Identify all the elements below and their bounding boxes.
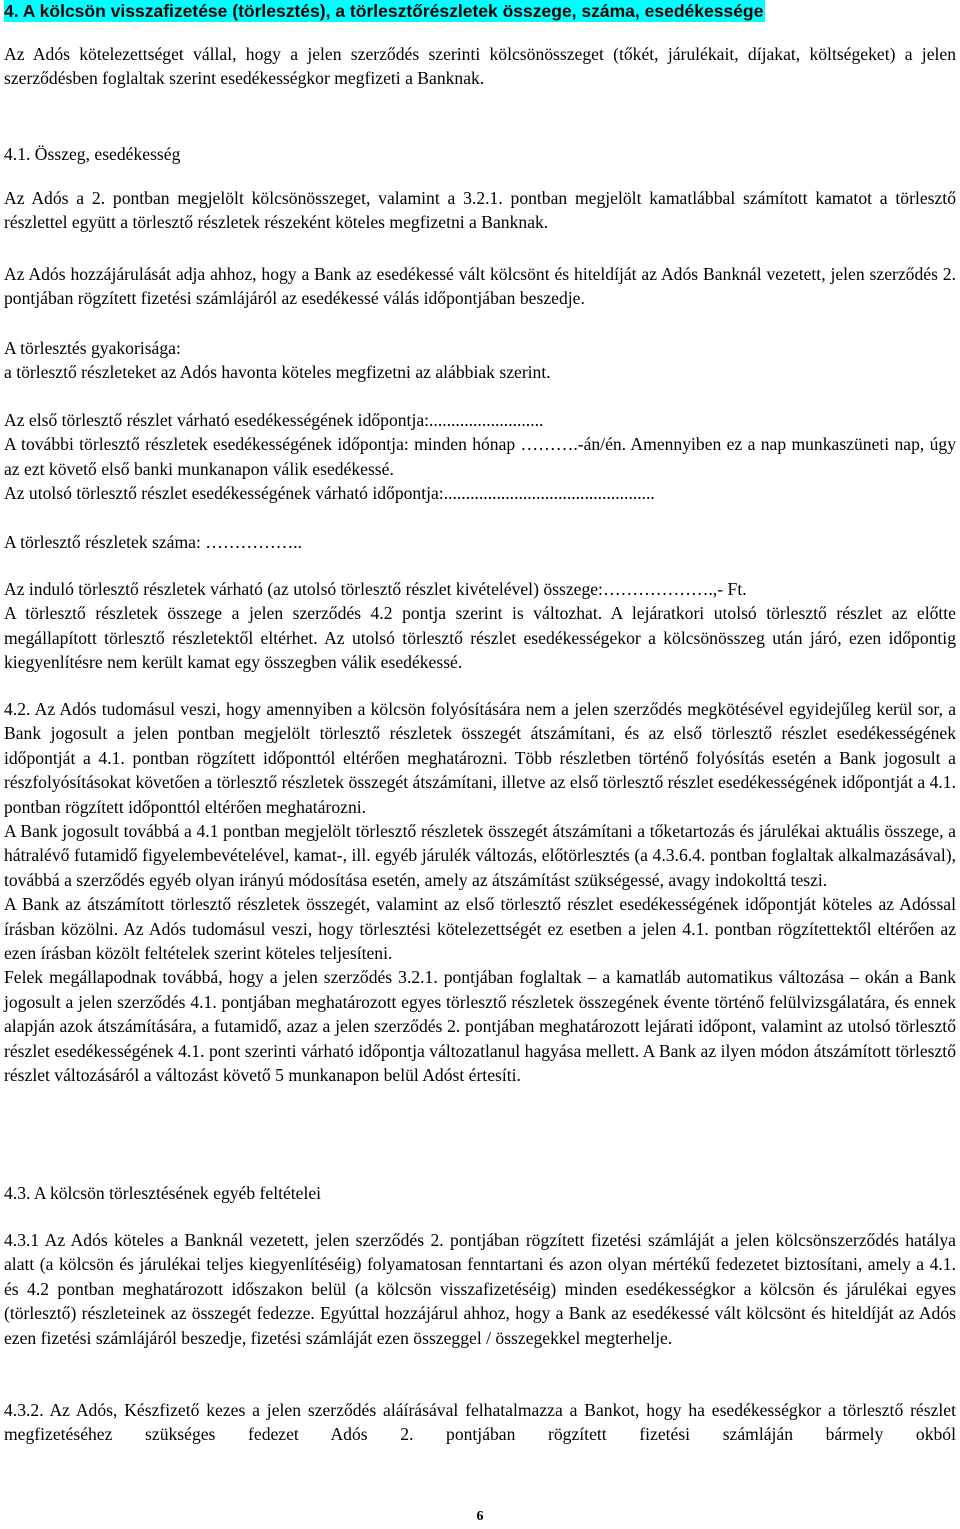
- s43-heading: 4.3. A kölcsön törlesztésének egyéb feltételei: [4, 1183, 322, 1203]
- count-block: [4, 530, 956, 554]
- first-due-label: Az első törlesztő részlet várható esedékességének időpontja:: [4, 410, 430, 430]
- s431-paragraph: 4.3.1 Az Adós köteles a Banknál vezetett, jelen szerződés 2. pontjában rögzített fizetési számláját a jelen kölcsönszerződés hatálya alatt (a kölcsön és járulékai teljes kiegyenlítéséig) folyamatosan fenntartani és azon olyan mértékű fedezetet biztosítani, amely a 4.1. és 4.2 pontban meghatározott időszakon belül (a kölcsön visszafizetéséig) minden esedékességkor a kölcsön és járulékai egyes (törlesztő) részleteinek az összegét fedezze. Egyúttal hozzájárul ahhoz, hogy a Bank az esedékessé vált kölcsönt és hiteldíját az Adós ezen fizetési számlájáról beszedje, fizetési számláját ezen összeggel / összegekkel megterhelje.: [4, 1230, 956, 1348]
- initial-amount-blank: ……………….: [602, 579, 713, 599]
- intro-paragraph-block: [4, 42, 956, 91]
- s432-block: [4, 1398, 956, 1447]
- s42-paragraph-3: A Bank az átszámított törlesztő részletek összegét, valamint az első törlesztő részlet esedékességének időpontját köteles az Adóssal írásban közölni. Az Adós tudomásul veszi, hogy törlesztési kötelezettségét ez esetben a jelen 4.1. pontban rögzítettektől eltérően az ezen írásban közölt feltételek szerint köteles teljesíteni.: [4, 894, 956, 964]
- s41-paragraph-2: [4, 262, 956, 311]
- s42-paragraph-4: Felek megállapodnak továbbá, hogy a jelen szerződés 3.2.1. pontjában foglaltak – a kamatláb automatikus változása – okán a Bank jogosult a jelen szerződés 4.1. pontjában meghatározott egyes törlesztő részletek összegének évente történő felülvizsgálatára, és ennek alapján azok átszámítására, a futamidő, azaz a jelen szerződés 2. pontjában meghatározott lejárati időpont, valamint az utolsó törlesztő részlet esedékességének 4.1. pont szerinti várható időpontja változatlanul hagyása mellett. A Bank az ilyen módon átszámított törlesztő részlet változásáról a változást követő 5 munkanapon belül Adóst értesíti.: [4, 967, 956, 1086]
- s41-p1-block: [4, 186, 956, 235]
- further-due-blank: ……….: [520, 434, 578, 455]
- initial-amount-label: Az induló törlesztő részletek várható (az utolsó törlesztő részlet kivételével) összege:: [4, 579, 603, 599]
- last-due-line: [4, 481, 956, 505]
- s41-paragraph-1: Az Adós a 2. pontban megjelölt kölcsönösszeget, valamint a 3.2.1. pontban megjelölt kamatlábbal számított kamatot a törlesztő részlettel együtt a törlesztő részletek részeként köteles megfizetni a Banknak.: [4, 188, 956, 233]
- s41-p2-part-b: pontjában rögzített fizetési számlájáról az esedékessé válás időpontjában beszedje.: [4, 288, 585, 309]
- frequency-label: A törlesztés gyakorisága:: [4, 338, 181, 358]
- intro-paragraph: Az Adós kötelezettséget vállal, hogy a jelen szerződés szerinti kölcsönösszeget (tőkét, járulékait, díjakat, költségeket) a jelen szerződésben foglaltak szerint esedékességkor megfizeti a Banknak.: [4, 44, 956, 89]
- s42-paragraph-2: A Bank jogosult továbbá a 4.1 pontban megjelölt törlesztő részletek összegét átszámítani a tőketartozás és járulékai aktuális összege, a hátralévő futamidő figyelembevételével, kamat-, ill. egyéb járulék változás, előtörlesztés (a 4.3.6.4. pontban foglaltak alkalmazásával), továbbá a szerződés egyéb olyan irányú módosítása esetén, amely az átszámítást szükségessé, avagy indokolttá teszi.: [4, 821, 956, 890]
- last-due-label: Az utolsó törlesztő részlet esedékességének várható időpontja:: [4, 483, 444, 504]
- initial-amount-suffix: ,- Ft.: [712, 579, 747, 599]
- s41-heading: 4.1. Összeg, esedékesség: [4, 144, 181, 164]
- s43-heading-block: [4, 1181, 956, 1205]
- count-blank: ……………..: [205, 532, 303, 552]
- due-dates-block: [4, 408, 956, 506]
- frequency-text: a törlesztő részleteket az Adós havonta köteles megfizetni az alábbiak szerint.: [4, 362, 551, 383]
- last-due-blank: ................................................: [443, 483, 655, 504]
- count-line: [4, 530, 956, 554]
- s42-block: [4, 697, 956, 1088]
- amount-block: [4, 577, 956, 675]
- section-title: 4. A kölcsön visszafizetése (törlesztés), a törlesztőrészletek összege, száma, esedékessége: [4, 1, 764, 21]
- initial-amount-line: [4, 577, 956, 601]
- s431-block: [4, 1228, 956, 1350]
- further-due-text-a: A további törlesztő részletek esedékességének időpontja: minden hónap: [4, 434, 521, 455]
- s432-paragraph: 4.3.2. Az Adós, Készfizető kezes a jelen szerződés aláírásával felhatalmazza a Bankot, hogy ha esedékességkor a törlesztő részlet megfizetéséhez szükséges fedezet Adós 2. pontjában rögzített fizetési számláján bármely okból: [4, 1400, 956, 1445]
- page-number: 6: [476, 1509, 484, 1524]
- further-due-line: [4, 432, 956, 481]
- s41-p2-part-a: Az Adós hozzájárulását adja ahhoz, hogy a Bank az esedékessé vált kölcsönt és hiteldíját az Adós Banknál vezetett, jelen szerződés 2.: [4, 264, 956, 284]
- s41-heading-block: [4, 142, 956, 166]
- first-due-blank: ..........................: [429, 410, 544, 430]
- first-due-line: [4, 408, 956, 432]
- amount-paragraph: A törlesztő részletek összege a jelen szerződés 4.2 pontja szerint is változhat. A lejáratkori utolsó törlesztő részlet az előtte megállapított törlesztő részletektől eltérhet. Az utolsó törlesztő részlet esedékességekor a kölcsönösszeg után járó, ezen időpontig kiegyenlítésre nem került kamat egy összegben válik esedékessé.: [4, 603, 956, 673]
- s41-p2-block: [4, 262, 956, 311]
- frequency-block: [4, 336, 956, 385]
- s42-paragraph-1: 4.2. Az Adós tudomásul veszi, hogy amennyiben a kölcsön folyósítására nem a jelen szerződés megkötésével egyidejűleg kerül sor, a Bank jogosult a jelen pontban megjelölt törlesztő részletek összegét átszámítani, és az első törlesztő részlet esedékességének időpontját a 4.1. pontban rögzített időponttól eltérően meghatározni. Több részletben történő folyósítás esetén a Bank jogosult a részfolyósításokat követően a törlesztő részletek összegét átszámítani, illetve az első törlesztő részlet esedékességének időpontját a 4.1. pontban rögzített időponttól eltérően meghatározni.: [4, 699, 956, 817]
- further-due-text-b: -án/én. Amennyiben ez a nap munkaszüneti nap, úgy az ezt követő első banki munkanapon válik esedékessé.: [4, 434, 957, 479]
- count-label: A törlesztő részletek száma:: [4, 532, 206, 552]
